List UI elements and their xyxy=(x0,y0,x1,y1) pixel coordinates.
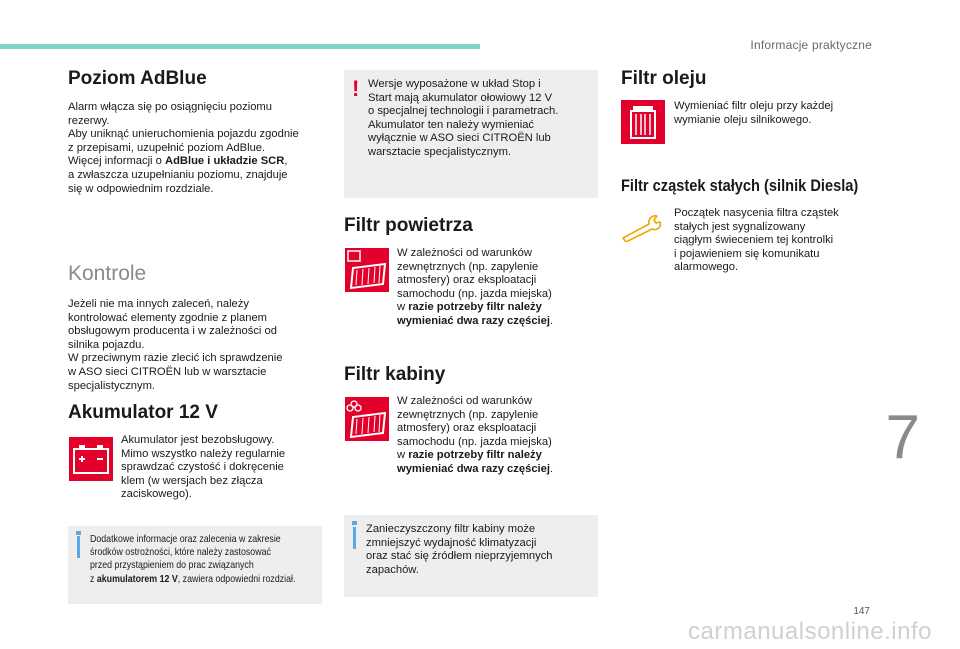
akumulator-title: Akumulator 12 V xyxy=(68,402,218,423)
info-icon-dot xyxy=(352,521,357,525)
stopstart-text: Wersje wyposażone w układ Stop i Start mają akumulator ołowiowy 12 V o specjalnej technologii i parametrach. Akumulator ten należy wymieniać wyłącznie w ASO sieci CITROËN lub warsztacie specjalistycznym. xyxy=(368,78,559,158)
filtr-oleju-title: Filtr oleju xyxy=(621,68,707,89)
info-icon xyxy=(353,527,356,549)
adblue-text: Alarm włącza się po osiągnięciu poziomu rezerwy. Aby uniknąć unieruchomienia pojazdu zgodnie z przepisami, uzupełnić poziom AdBlue. Więcej informacji o AdBlue i układzie SCR, a zwłaszcza uzupełnianiu poziomu, znajduje się w odpowiednim rozdziale. xyxy=(68,101,299,195)
filtr-czastek-text: Początek nasycenia filtra cząstek stałych jest sygnalizowany ciągłym świeceniem tej kontrolki i pojawieniem się komunikatu alarmowego. xyxy=(674,207,839,274)
kontrole-text: Jeżeli nie ma innych zaleceń, należy kontrolować elementy zgodnie z planem obsługowym producenta i w zależności od silnika pojazdu. W przeciwnym razie zlecić ich sprawdzenie w ASO sieci CITROËN lub w warsztacie specjalistycznym. xyxy=(68,298,283,392)
page-number: 147 xyxy=(853,606,870,617)
watermark: carmanualsonline.info xyxy=(688,618,932,645)
filtr-oleju-text: Wymieniać filtr oleju przy każdej wymianie oleju silnikowego. xyxy=(674,100,834,126)
akumulator-note xyxy=(68,526,322,604)
oil-filter-icon xyxy=(621,100,665,144)
filtr-powietrza-text: W zależności od warunków zewnętrznych (np. zapylenie atmosfery) oraz eksploatacji samochodu (np. jazda miejska) w razie potrzeby filtr należy wymieniać dwa razy częściej. xyxy=(397,247,554,327)
battery-icon xyxy=(69,437,113,481)
info-icon xyxy=(77,536,80,558)
kontrole-title: Kontrole xyxy=(68,262,147,285)
cabin-filter-icon xyxy=(345,397,389,441)
section-label: Informacje praktyczne xyxy=(750,38,872,52)
header-accent-bar xyxy=(0,44,480,49)
adblue-title: Poziom AdBlue xyxy=(68,68,207,89)
akumulator-text: Akumulator jest bezobsługowy. Mimo wszystko należy regularnie sprawdzać czystość i dokręcenie klem (w wersjach bez złącza zaciskowego). xyxy=(121,434,286,501)
filtr-kabiny-note xyxy=(344,515,598,597)
stopstart-warning-box xyxy=(344,70,598,198)
filtr-kabiny-title: Filtr kabiny xyxy=(344,364,446,385)
warning-exclamation-icon: ! xyxy=(352,76,360,101)
info-icon-dot xyxy=(76,531,81,535)
filtr-czastek-title: Filtr cząstek stałych (silnik Diesla) xyxy=(621,176,859,195)
chapter-number: 7 xyxy=(885,403,920,472)
wrench-icon xyxy=(621,214,665,242)
filtr-kabiny-text: W zależności od warunków zewnętrznych (np. zapylenie atmosfery) oraz eksploatacji samochodu (np. jazda miejska) w razie potrzeby filtr należy wymieniać dwa razy częściej. xyxy=(397,395,554,475)
filtr-kabiny-note-text: Zanieczyszczony filtr kabiny może zmniejszyć wydajność klimatyzacji oraz stać się źródłem nieprzyjemnych zapachów. xyxy=(366,523,553,576)
filtr-powietrza-title: Filtr powietrza xyxy=(344,215,473,236)
akumulator-note-text: Dodatkowe informacje oraz zalecenia w zakresie środków ostrożności, które należy zastosować przed przystąpieniem do prac związanych z akumulatorem 12 V, zawiera odpowiedni rozdział. xyxy=(90,533,296,585)
air-filter-icon xyxy=(345,248,389,292)
